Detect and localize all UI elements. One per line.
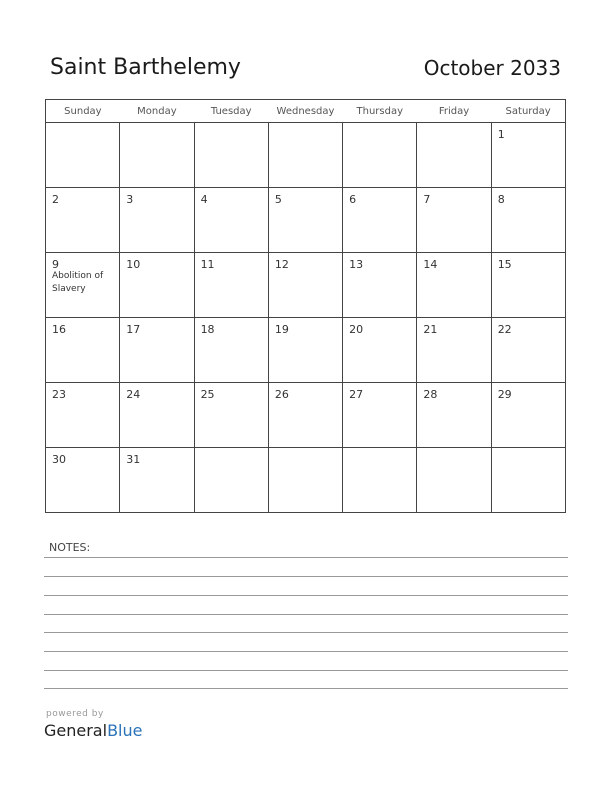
calendar-day-cell bbox=[268, 123, 342, 188]
calendar-day-cell bbox=[194, 253, 268, 318]
calendar-day-cell bbox=[46, 253, 120, 318]
day-number: 16 bbox=[52, 323, 66, 336]
calendar-day-cell bbox=[194, 383, 268, 448]
calendar-day-cell bbox=[268, 383, 342, 448]
calendar-day-cell bbox=[417, 448, 491, 513]
calendar-day-cell bbox=[120, 188, 194, 253]
day-number: 1 bbox=[497, 128, 505, 141]
day-number: 9 bbox=[52, 258, 59, 271]
calendar-day-cell bbox=[268, 188, 342, 253]
calendar-day-cell bbox=[120, 318, 194, 383]
note-line bbox=[44, 595, 568, 596]
note-line bbox=[44, 576, 568, 577]
note-line bbox=[44, 670, 568, 671]
calendar-day-cell bbox=[46, 318, 120, 383]
weekday-tuesday: Tuesday bbox=[194, 100, 268, 123]
day-number: 23 bbox=[52, 388, 66, 401]
calendar-day-cell bbox=[46, 383, 120, 448]
day-number: 19 bbox=[274, 323, 289, 336]
day-number: 12 bbox=[274, 258, 289, 271]
day-number: 5 bbox=[274, 193, 282, 206]
note-line bbox=[44, 557, 568, 558]
calendar-day-cell bbox=[194, 448, 268, 513]
note-line bbox=[44, 614, 568, 615]
day-number: 6 bbox=[349, 193, 357, 206]
calendar-weeks bbox=[46, 123, 566, 513]
calendar-day-cell bbox=[491, 318, 565, 383]
calendar-day-cell bbox=[120, 123, 194, 188]
weekday-monday: Monday bbox=[120, 100, 194, 123]
day-number: 4 bbox=[200, 193, 208, 206]
calendar-day-cell bbox=[417, 383, 491, 448]
day-number: 20 bbox=[349, 323, 364, 336]
notes-label: NOTES: bbox=[49, 541, 91, 554]
day-number: 22 bbox=[497, 323, 512, 336]
calendar-day-cell bbox=[491, 448, 565, 513]
day-number: 29 bbox=[497, 388, 512, 401]
calendar-day-cell bbox=[343, 383, 417, 448]
day-number: 14 bbox=[423, 258, 438, 271]
calendar-day-cell bbox=[417, 123, 491, 188]
calendar-day-cell bbox=[491, 123, 565, 188]
calendar-day-cell bbox=[120, 383, 194, 448]
calendar-day-cell bbox=[491, 188, 565, 253]
calendar-day-cell bbox=[46, 123, 120, 188]
calendar-week-row bbox=[46, 123, 566, 188]
day-number: 28 bbox=[423, 388, 438, 401]
day-number: 3 bbox=[126, 193, 134, 206]
calendar-day-cell bbox=[343, 318, 417, 383]
powered-by-text: powered by bbox=[46, 709, 104, 719]
calendar-day-cell bbox=[343, 253, 417, 318]
calendar-day-cell bbox=[343, 188, 417, 253]
calendar-day-cell bbox=[46, 188, 120, 253]
day-number: 7 bbox=[423, 193, 431, 206]
weekday-sunday: Sunday bbox=[46, 100, 120, 123]
calendar-day-cell bbox=[417, 253, 491, 318]
calendar-month-year: October 2033 bbox=[423, 56, 561, 80]
calendar-day-cell bbox=[194, 188, 268, 253]
brand-general: General bbox=[44, 721, 108, 740]
day-number: 27 bbox=[349, 388, 364, 401]
calendar-day-cell bbox=[120, 448, 194, 513]
calendar-day-cell bbox=[194, 123, 268, 188]
generalblue-logo bbox=[44, 721, 142, 740]
note-line bbox=[44, 651, 568, 652]
calendar-day-cell bbox=[417, 188, 491, 253]
calendar-day-cell bbox=[268, 253, 342, 318]
calendar-day-cell bbox=[343, 123, 417, 188]
day-number: 11 bbox=[200, 258, 215, 271]
day-number: 17 bbox=[126, 323, 141, 336]
weekday-friday: Friday bbox=[417, 100, 491, 123]
calendar-week-row bbox=[46, 318, 566, 383]
weekday-saturday: Saturday bbox=[491, 100, 565, 123]
day-number: 2 bbox=[52, 193, 59, 206]
note-line bbox=[44, 632, 568, 633]
day-number: 18 bbox=[200, 323, 215, 336]
day-number: 25 bbox=[200, 388, 215, 401]
day-number: 13 bbox=[349, 258, 364, 271]
calendar-day-cell bbox=[343, 448, 417, 513]
note-line bbox=[44, 688, 568, 689]
holiday-label: Abolition of Slavery bbox=[52, 271, 104, 294]
day-number: 31 bbox=[126, 453, 141, 466]
day-number: 24 bbox=[126, 388, 141, 401]
calendar-week-row bbox=[46, 448, 566, 513]
calendar-week-row bbox=[46, 188, 566, 253]
calendar-day-cell bbox=[120, 253, 194, 318]
day-number: 8 bbox=[497, 193, 505, 206]
calendar-day-cell bbox=[491, 383, 565, 448]
day-number: 10 bbox=[126, 258, 141, 271]
weekday-thursday: Thursday bbox=[343, 100, 417, 123]
calendar-country-title: Saint Barthelemy bbox=[50, 55, 241, 80]
calendar-day-cell bbox=[417, 318, 491, 383]
calendar-grid bbox=[45, 99, 566, 513]
weekday-header-row bbox=[46, 100, 566, 123]
calendar-day-cell bbox=[194, 318, 268, 383]
day-number: 30 bbox=[52, 453, 66, 466]
calendar-week-row bbox=[46, 383, 566, 448]
calendar-day-cell bbox=[46, 448, 120, 513]
calendar-week-row bbox=[46, 253, 566, 318]
brand-blue: Blue bbox=[107, 721, 143, 740]
day-number: 26 bbox=[274, 388, 289, 401]
calendar-day-cell bbox=[491, 253, 565, 318]
calendar-day-cell bbox=[268, 318, 342, 383]
weekday-wednesday: Wednesday bbox=[268, 100, 342, 123]
calendar-day-cell bbox=[268, 448, 342, 513]
day-number: 21 bbox=[423, 323, 438, 336]
day-number: 15 bbox=[497, 258, 512, 271]
